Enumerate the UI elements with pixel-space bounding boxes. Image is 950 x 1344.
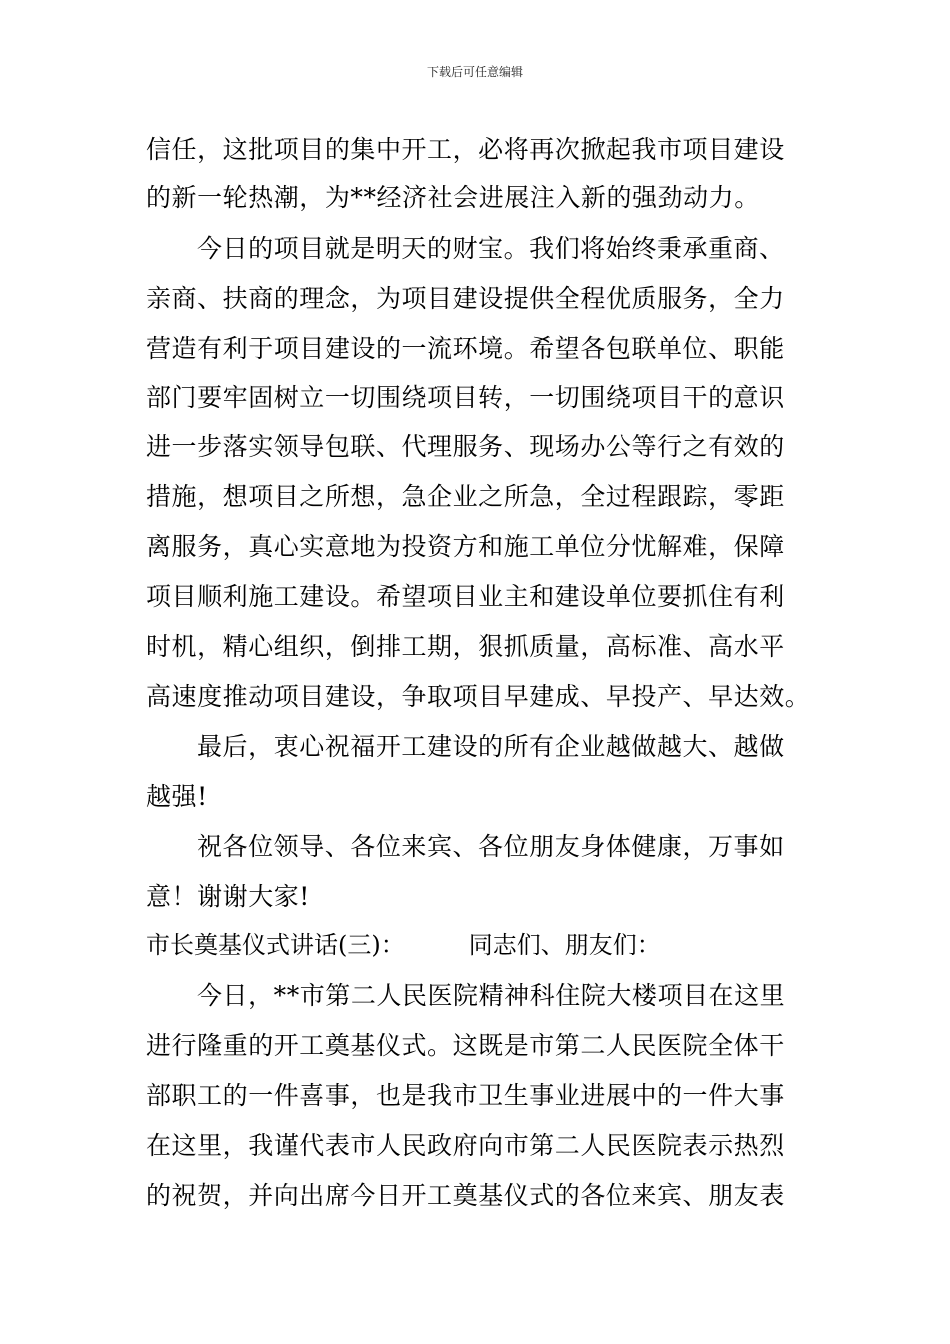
section-title: 市长奠基仪式讲话(三)： (146, 931, 405, 959)
text-line: 时机，精心组织，倒排工期，狠抓质量，高标准、高水平 (146, 632, 785, 661)
text-line: 项目顺利施工建设。希望项目业主和建设单位要抓住有利 (146, 582, 785, 611)
paragraph-first-line: 祝各位领导、各位来宾、各位朋友身体健康，万事如 (197, 832, 785, 861)
text-line: 进行隆重的开工奠基仪式。这既是市第二人民医院全体干 (146, 1031, 785, 1060)
text-line: 进一步落实领导包联、代理服务、现场办公等行之有效的 (146, 432, 785, 461)
text-line: 越强! (146, 782, 208, 811)
text-line: 在这里，我谨代表市人民政府向市第二人民医院表示热烈 (146, 1131, 785, 1160)
text-line: 部门要牢固树立一切围绕项目转，一切围绕项目干的意识 (146, 383, 785, 412)
paragraph-first-line: 今日的项目就是明天的财宝。我们将始终秉承重商、 (197, 234, 785, 263)
text-line: 的新一轮热潮，为**经济社会进展注入新的强劲动力。 (146, 183, 760, 212)
paragraph-first-line: 最后，衷心祝福开工建设的所有企业越做越大、越做 (197, 732, 785, 761)
text-line: 部职工的一件喜事，也是我市卫生事业进展中的一件大事 (146, 1081, 785, 1110)
text-line: 信任，这批项目的集中开工，必将再次掀起我市项目建设 (146, 135, 785, 164)
text-line: 离服务，真心实意地为投资方和施工单位分忧解难，保障 (146, 532, 785, 561)
text-line: 意！谢谢大家! (146, 882, 310, 911)
paragraph-first-line: 今日，**市第二人民医院精神科住院大楼项目在这里 (197, 981, 786, 1010)
text-line: 营造有利于项目建设的一流环境。希望各包联单位、职能 (146, 334, 785, 363)
text-line: 高速度推动项目建设，争取项目早建成、早投产、早达效。 (146, 682, 811, 711)
text-line: 的祝贺，并向出席今日开工奠基仪式的各位来宾、朋友表 (146, 1181, 785, 1210)
section-heading (146, 930, 806, 960)
text-line: 措施，想项目之所想，急企业之所急，全过程跟踪，零距 (146, 482, 785, 511)
text-line: 亲商、扶商的理念，为项目建设提供全程优质服务，全力 (146, 284, 785, 313)
page-header-caption: 下载后可任意编辑 (426, 65, 523, 79)
section-greeting: 同志们、朋友们： (468, 931, 661, 959)
